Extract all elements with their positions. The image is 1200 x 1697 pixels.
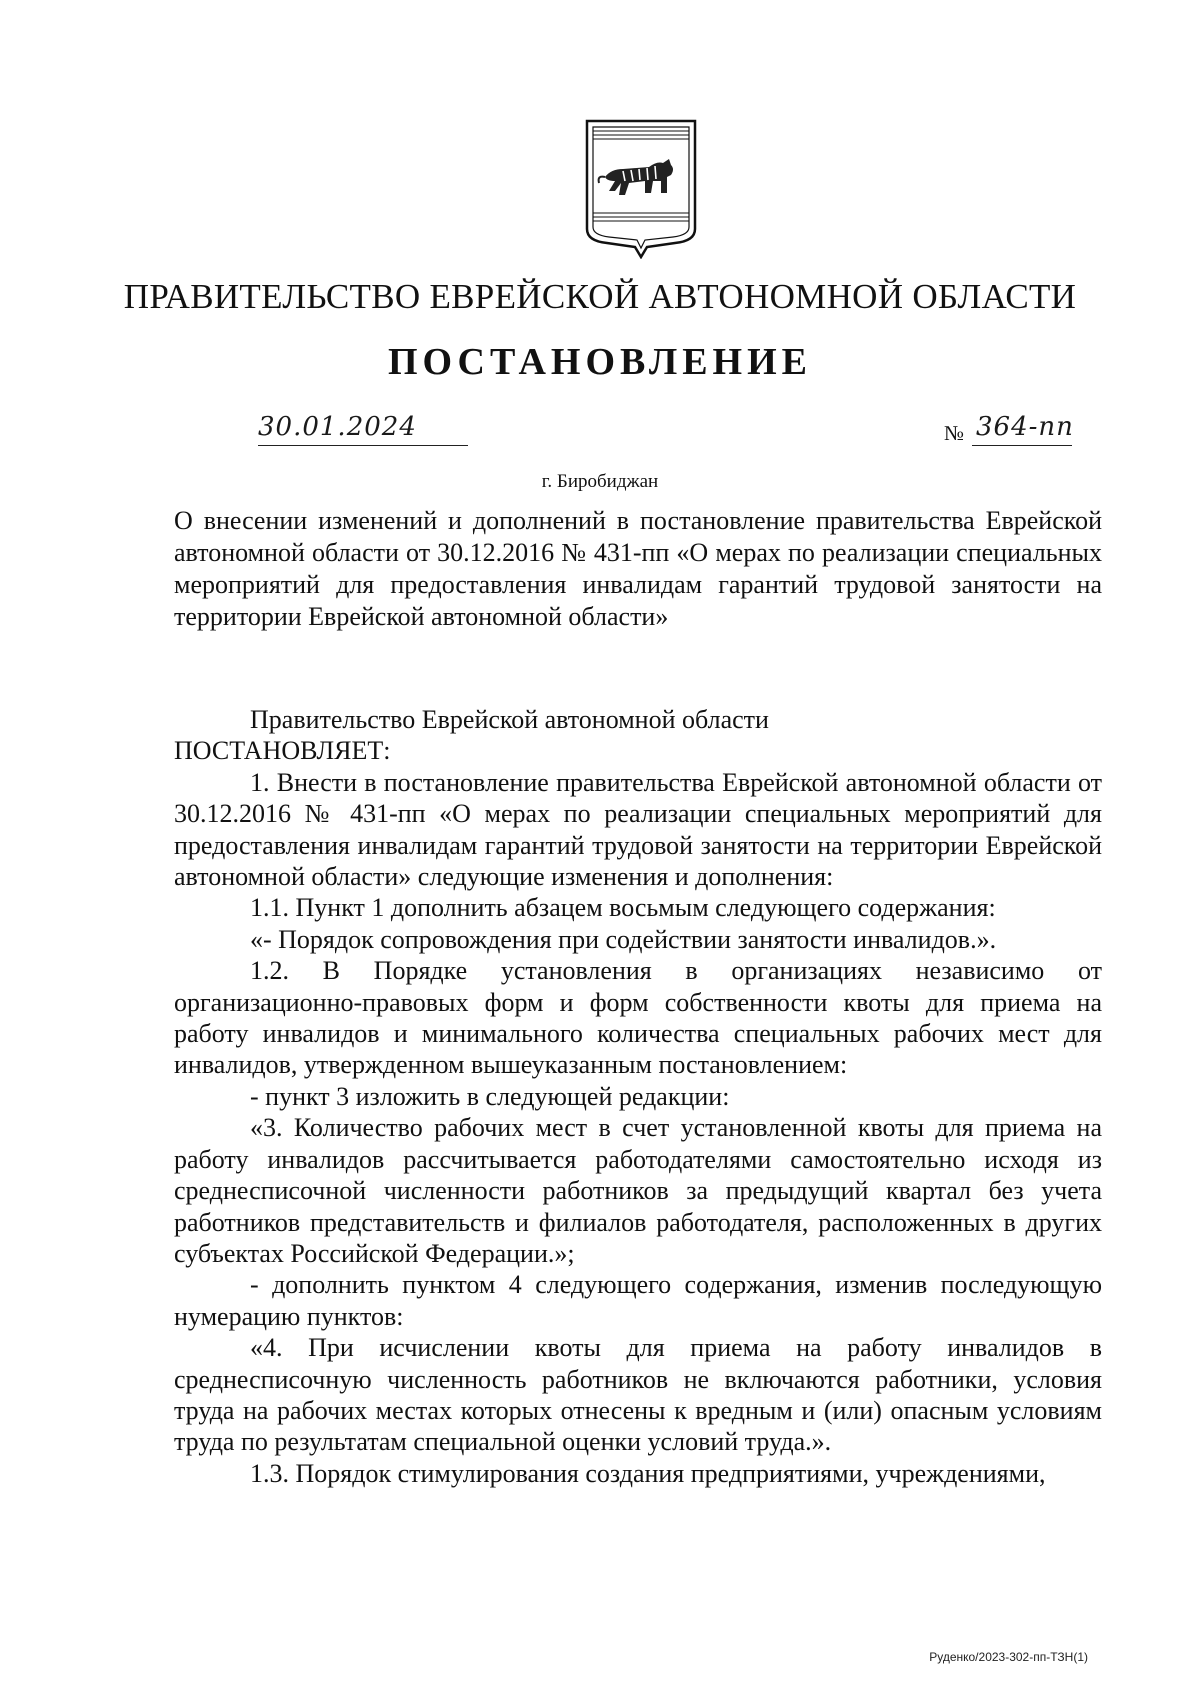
body-paragraph: 1.2. В Порядке установления в организациях независимо от организационно-правовых форм и форм собственности квоты для приема на работу инвалидов и минимального количества специальных рабочих мест для инвалидов, утвержденном вышеуказанным постановлением: <box>174 956 1102 1080</box>
body-paragraph: - пункт 3 изложить в следующей редакции: <box>250 1081 730 1111</box>
document-subject: О внесении изменений и дополнений в постановление правительства Еврейской автономной области от 30.12.2016 № 431-пп «О мерах по реализации специальных мероприятий для предоставления инвалидам гарантий трудовой занятости на территории Еврейской автономной области» <box>174 506 1102 631</box>
body-paragraph: 1.3. Порядок стимулирования создания предприятиями, учреждениями, <box>250 1458 1046 1488</box>
body-paragraph: 1. Внести в постановление правительства Еврейской автономной области от 30.12.2016 № 431-пп «О мерах по реализации специальных мероприятий для предоставления инвалидам гарантий трудовой занятости на территории Еврейской автономной области» следующие изменения и дополнения: <box>174 767 1102 892</box>
body-paragraph: ПОСТАНОВЛЯЕТ: <box>174 736 391 766</box>
footer-reference: Руденко/2023-302-пп-ТЗН(1) <box>929 1650 1088 1664</box>
city-name: г. Биробиджан <box>541 471 659 492</box>
body-paragraph: 1.1. Пункт 1 дополнить абзацем восьмым следующего содержания: <box>250 893 996 923</box>
handwritten-number: 364-пп <box>976 412 1074 442</box>
handwritten-date: 30.01.2024 <box>258 412 417 442</box>
body-paragraph: Правительство Еврейской автономной области <box>250 705 769 734</box>
document-body <box>174 704 1102 1489</box>
body-paragraph: «4. При исчислении квоты для приема на работу инвалидов в среднесписочную численность работников не включаются работники, условия труда на рабочих местах которых отнесены к вредным и (или) опасным условиям труда по результатам специальной оценки условий труда.». <box>174 1333 1102 1457</box>
body-paragraph: - дополнить пунктом 4 следующего содержания, изменив последующую нумерацию пунктов: <box>174 1270 1102 1331</box>
coat-of-arms-emblem <box>583 117 699 259</box>
body-paragraph: «- Порядок сопровождения при содействии занятости инвалидов.». <box>250 924 997 954</box>
body-paragraph: «3. Количество рабочих мест в счет установленной квоты для приема на работу инвалидов рассчитывается работодателями самостоятельно исходя из среднесписочной численности работников за предыдущий квартал без учета работников представительств и филиалов работодателя, расположенных в других субъектах Российской Федерации.»; <box>174 1113 1102 1268</box>
document-type-title: ПОСТАНОВЛЕНИЕ <box>387 341 813 383</box>
organization-title: ПРАВИТЕЛЬСТВО ЕВРЕЙСКОЙ АВТОНОМНОЙ ОБЛАСТИ <box>123 277 1077 316</box>
number-sign: № <box>944 421 965 445</box>
